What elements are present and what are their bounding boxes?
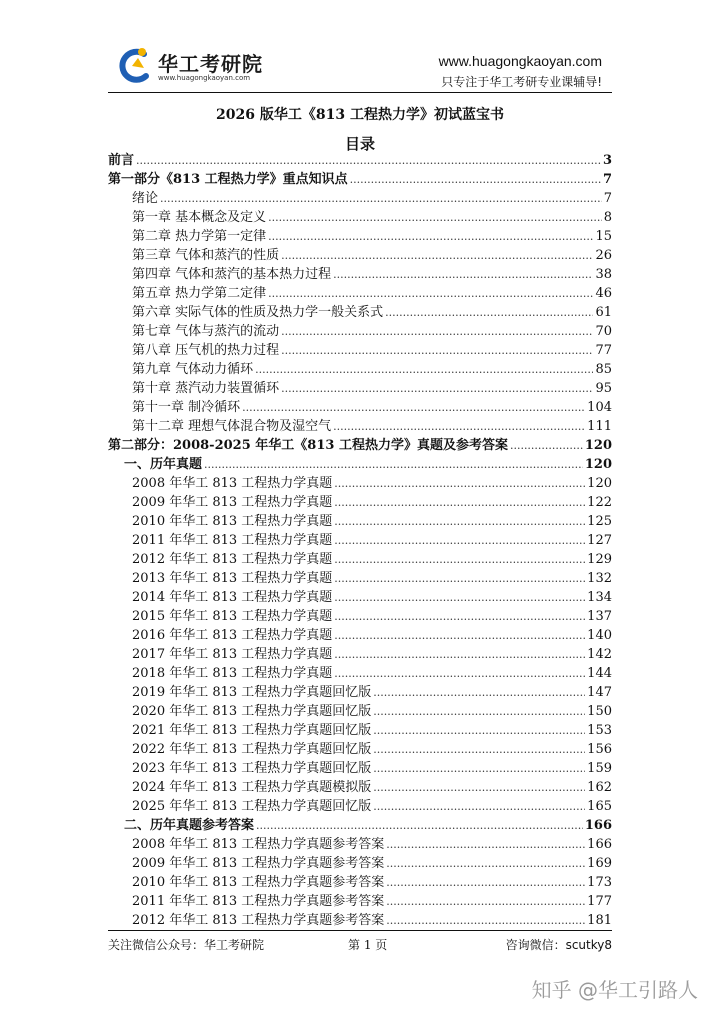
toc-entry-label: 2024 年华工 813 工程热力学真题模拟版 bbox=[132, 780, 372, 795]
toc-entry-label: 2023 年华工 813 工程热力学真题回忆版 bbox=[132, 761, 372, 776]
toc-entry-label: 2009 年华工 813 工程热力学真题 bbox=[132, 495, 333, 510]
table-of-contents bbox=[108, 151, 612, 930]
toc-entry[interactable] bbox=[108, 683, 612, 702]
toc-entry-page: 165 bbox=[587, 799, 612, 814]
toc-leader-dots bbox=[386, 835, 585, 854]
toc-entry[interactable] bbox=[108, 873, 612, 892]
toc-entry-label: 2020 年华工 813 工程热力学真题回忆版 bbox=[132, 704, 372, 719]
toc-entry[interactable] bbox=[108, 797, 612, 816]
page-number: 第 1 页 bbox=[348, 938, 388, 952]
toc-leader-dots bbox=[204, 455, 583, 474]
toc-entry-label: 第一部分《813 工程热力学》重点知识点 bbox=[108, 172, 348, 187]
toc-entry-page: 46 bbox=[595, 286, 612, 301]
toc-entry[interactable] bbox=[108, 816, 612, 835]
toc-entry[interactable] bbox=[108, 664, 612, 683]
toc-leader-dots bbox=[255, 360, 593, 379]
toc-entry-label: 第七章 气体与蒸汽的流动 bbox=[132, 324, 280, 339]
toc-entry-page: 120 bbox=[587, 476, 612, 491]
toc-leader-dots bbox=[373, 721, 585, 740]
toc-entry[interactable] bbox=[108, 398, 612, 417]
toc-entry-label: 2021 年华工 813 工程热力学真题回忆版 bbox=[132, 723, 372, 738]
toc-entry[interactable] bbox=[108, 379, 612, 398]
toc-entry-label: 2011 年华工 813 工程热力学真题 bbox=[132, 533, 333, 548]
toc-entry-page: 147 bbox=[587, 685, 612, 700]
footer-wechat-account: 关注微信公众号：华工考研院 bbox=[108, 938, 265, 952]
toc-entry-page: 61 bbox=[595, 305, 612, 320]
toc-entry[interactable] bbox=[108, 246, 612, 265]
toc-leader-dots bbox=[334, 493, 585, 512]
toc-entry-page: 144 bbox=[587, 666, 612, 681]
toc-entry-label: 2019 年华工 813 工程热力学真题回忆版 bbox=[132, 685, 372, 700]
toc-entry-label: 二、历年真题参考答案 bbox=[124, 818, 255, 833]
logo-url: www.huagongkaoyan.com bbox=[158, 74, 251, 82]
toc-entry-page: 140 bbox=[587, 628, 612, 643]
toc-entry-label: 2010 年华工 813 工程热力学真题参考答案 bbox=[132, 875, 385, 890]
toc-entry-page: 120 bbox=[584, 457, 612, 472]
toc-entry-label: 2012 年华工 813 工程热力学真题 bbox=[132, 552, 333, 567]
toc-entry[interactable] bbox=[108, 721, 612, 740]
toc-entry-page: 181 bbox=[587, 913, 612, 928]
toc-entry-page: 159 bbox=[587, 761, 612, 776]
toc-entry-page: 111 bbox=[587, 419, 612, 434]
toc-leader-dots bbox=[334, 645, 585, 664]
toc-leader-dots bbox=[373, 740, 585, 759]
toc-leader-dots bbox=[385, 303, 593, 322]
toc-leader-dots bbox=[281, 341, 593, 360]
toc-entry[interactable] bbox=[108, 493, 612, 512]
toc-entry-label: 第三章 气体和蒸汽的性质 bbox=[132, 248, 280, 263]
toc-entry[interactable] bbox=[108, 151, 612, 170]
toc-entry-page: 38 bbox=[595, 267, 612, 282]
toc-entry-label: 第二章 热力学第一定律 bbox=[132, 229, 267, 244]
toc-leader-dots bbox=[373, 797, 585, 816]
toc-entry-label: 第八章 压气机的热力过程 bbox=[132, 343, 280, 358]
toc-entry-label: 2010 年华工 813 工程热力学真题 bbox=[132, 514, 333, 529]
toc-entry-page: 169 bbox=[587, 856, 612, 871]
toc-entry-label: 第十章 蒸汽动力装置循环 bbox=[132, 381, 280, 396]
toc-leader-dots bbox=[334, 474, 585, 493]
header-rule bbox=[108, 92, 612, 93]
toc-entry-page: 122 bbox=[587, 495, 612, 510]
toc-entry[interactable] bbox=[108, 227, 612, 246]
toc-entry[interactable] bbox=[108, 170, 612, 189]
toc-entry-label: 2009 年华工 813 工程热力学真题参考答案 bbox=[132, 856, 385, 871]
toc-entry-label: 2008 年华工 813 工程热力学真题 bbox=[132, 476, 333, 491]
toc-entry-page: 173 bbox=[587, 875, 612, 890]
document-title: 2026 版华工《813 工程热力学》初试蓝宝书 bbox=[216, 107, 504, 123]
toc-entry-page: 150 bbox=[587, 704, 612, 719]
toc-entry[interactable] bbox=[108, 550, 612, 569]
toc-entry-label: 前言 bbox=[108, 153, 135, 168]
toc-entry-page: 134 bbox=[587, 590, 612, 605]
toc-entry[interactable] bbox=[108, 531, 612, 550]
toc-entry-page: 8 bbox=[603, 210, 612, 225]
toc-entry-page: 3 bbox=[602, 153, 612, 168]
toc-entry-page: 85 bbox=[595, 362, 612, 377]
toc-entry-page: 153 bbox=[587, 723, 612, 738]
toc-entry-label: 第九章 气体动力循环 bbox=[132, 362, 254, 377]
toc-leader-dots bbox=[281, 322, 593, 341]
toc-leader-dots bbox=[373, 683, 585, 702]
toc-entry[interactable] bbox=[108, 208, 612, 227]
toc-entry-page: 15 bbox=[595, 229, 612, 244]
toc-entry[interactable] bbox=[108, 759, 612, 778]
toc-leader-dots bbox=[334, 607, 585, 626]
toc-entry[interactable] bbox=[108, 189, 612, 208]
toc-entry-page: 129 bbox=[587, 552, 612, 567]
toc-entry-page: 125 bbox=[587, 514, 612, 529]
toc-leader-dots bbox=[334, 550, 585, 569]
toc-entry[interactable] bbox=[108, 322, 612, 341]
toc-entry[interactable] bbox=[108, 303, 612, 322]
toc-leader-dots bbox=[160, 189, 602, 208]
toc-leader-dots bbox=[510, 436, 583, 455]
toc-entry[interactable] bbox=[108, 284, 612, 303]
toc-leader-dots bbox=[268, 284, 593, 303]
toc-entry[interactable] bbox=[108, 740, 612, 759]
toc-leader-dots bbox=[333, 417, 585, 436]
toc-entry[interactable] bbox=[108, 835, 612, 854]
toc-entry-page: 104 bbox=[587, 400, 612, 415]
toc-entry-page: 132 bbox=[587, 571, 612, 586]
toc-entry[interactable] bbox=[108, 588, 612, 607]
slogan: 只专注于华工考研专业课辅导! bbox=[441, 75, 602, 89]
logo-title: 华工考研院 bbox=[158, 52, 263, 76]
toc-entry-label: 第六章 实际气体的性质及热力学一般关系式 bbox=[132, 305, 384, 320]
toc-entry-label: 2016 年华工 813 工程热力学真题 bbox=[132, 628, 333, 643]
toc-leader-dots bbox=[281, 246, 593, 265]
toc-entry[interactable] bbox=[108, 569, 612, 588]
toc-entry-label: 第十一章 制冷循环 bbox=[132, 400, 241, 415]
toc-leader-dots bbox=[334, 588, 585, 607]
toc-entry[interactable] bbox=[108, 474, 612, 493]
toc-entry-page: 77 bbox=[595, 343, 612, 358]
toc-leader-dots bbox=[373, 702, 585, 721]
page-footer bbox=[108, 936, 612, 956]
toc-leader-dots bbox=[334, 664, 585, 683]
toc-leader-dots bbox=[136, 151, 601, 170]
toc-leader-dots bbox=[333, 265, 593, 284]
toc-entry-page: 26 bbox=[595, 248, 612, 263]
toc-entry[interactable] bbox=[108, 911, 612, 930]
toc-entry-label: 第十二章 理想气体混合物及湿空气 bbox=[132, 419, 332, 434]
toc-entry-label: 第五章 热力学第二定律 bbox=[132, 286, 267, 301]
toc-entry[interactable] bbox=[108, 702, 612, 721]
toc-entry-label: 2012 年华工 813 工程热力学真题参考答案 bbox=[132, 913, 385, 928]
toc-entry-label: 第四章 气体和蒸汽的基本热力过程 bbox=[132, 267, 332, 282]
toc-entry[interactable] bbox=[108, 455, 612, 474]
toc-entry[interactable] bbox=[108, 417, 612, 436]
toc-leader-dots bbox=[256, 816, 583, 835]
toc-entry[interactable] bbox=[108, 607, 612, 626]
toc-entry-page: 95 bbox=[595, 381, 612, 396]
toc-entry[interactable] bbox=[108, 854, 612, 873]
toc-entry-page: 7 bbox=[602, 172, 612, 187]
toc-leader-dots bbox=[334, 569, 585, 588]
site-url: www.huagongkaoyan.com bbox=[438, 53, 602, 69]
toc-entry[interactable] bbox=[108, 778, 612, 797]
toc-leader-dots bbox=[386, 911, 585, 930]
toc-entry-page: 177 bbox=[587, 894, 612, 909]
toc-leader-dots bbox=[268, 227, 593, 246]
toc-entry-label: 2013 年华工 813 工程热力学真题 bbox=[132, 571, 333, 586]
toc-leader-dots bbox=[334, 512, 585, 531]
toc-leader-dots bbox=[373, 759, 585, 778]
logo bbox=[118, 46, 263, 86]
toc-leader-dots bbox=[386, 892, 585, 911]
toc-entry[interactable] bbox=[108, 436, 612, 455]
toc-entry[interactable] bbox=[108, 360, 612, 379]
watermark: 知乎 @华工引路人 bbox=[531, 978, 698, 1002]
toc-entry-page: 166 bbox=[587, 837, 612, 852]
toc-entry-page: 156 bbox=[587, 742, 612, 757]
footer-wechat-contact: 咨询微信：scutky8 bbox=[505, 938, 612, 952]
toc-entry-label: 2008 年华工 813 工程热力学真题参考答案 bbox=[132, 837, 385, 852]
page-header bbox=[0, 0, 720, 95]
toc-leader-dots bbox=[334, 531, 585, 550]
toc-leader-dots bbox=[242, 398, 585, 417]
toc-entry-label: 2025 年华工 813 工程热力学真题回忆版 bbox=[132, 799, 372, 814]
toc-entry[interactable] bbox=[108, 265, 612, 284]
toc-entry-page: 127 bbox=[587, 533, 612, 548]
toc-entry-label: 一、历年真题 bbox=[124, 457, 203, 472]
toc-leader-dots bbox=[334, 626, 585, 645]
toc-entry-label: 2018 年华工 813 工程热力学真题 bbox=[132, 666, 333, 681]
toc-entry[interactable] bbox=[108, 645, 612, 664]
toc-leader-dots bbox=[386, 873, 585, 892]
toc-entry[interactable] bbox=[108, 626, 612, 645]
toc-entry-label: 第二部分：2008-2025 年华工《813 工程热力学》真题及参考答案 bbox=[108, 438, 508, 453]
toc-leader-dots bbox=[373, 778, 585, 797]
toc-entry-label: 2014 年华工 813 工程热力学真题 bbox=[132, 590, 333, 605]
toc-entry-page: 142 bbox=[587, 647, 612, 662]
toc-entry[interactable] bbox=[108, 892, 612, 911]
toc-entry-label: 2017 年华工 813 工程热力学真题 bbox=[132, 647, 333, 662]
toc-entry-page: 70 bbox=[595, 324, 612, 339]
toc-entry[interactable] bbox=[108, 512, 612, 531]
toc-entry-page: 166 bbox=[584, 818, 612, 833]
toc-leader-dots bbox=[268, 208, 602, 227]
toc-leader-dots bbox=[350, 170, 601, 189]
toc-entry-label: 绪论 bbox=[132, 191, 159, 206]
toc-entry-page: 162 bbox=[587, 780, 612, 795]
toc-entry-page: 120 bbox=[584, 438, 612, 453]
toc-entry-label: 2015 年华工 813 工程热力学真题 bbox=[132, 609, 333, 624]
logo-mark-icon bbox=[118, 46, 154, 86]
toc-entry-label: 第一章 基本概念及定义 bbox=[132, 210, 267, 225]
toc-leader-dots bbox=[281, 379, 593, 398]
toc-entry-page: 137 bbox=[587, 609, 612, 624]
toc-entry-page: 7 bbox=[603, 191, 612, 206]
toc-title: 目录 bbox=[344, 135, 375, 153]
toc-leader-dots bbox=[386, 854, 585, 873]
toc-entry-label: 2022 年华工 813 工程热力学真题回忆版 bbox=[132, 742, 372, 757]
toc-entry[interactable] bbox=[108, 341, 612, 360]
footer-rule bbox=[108, 930, 612, 931]
toc-entry-label: 2011 年华工 813 工程热力学真题参考答案 bbox=[132, 894, 385, 909]
